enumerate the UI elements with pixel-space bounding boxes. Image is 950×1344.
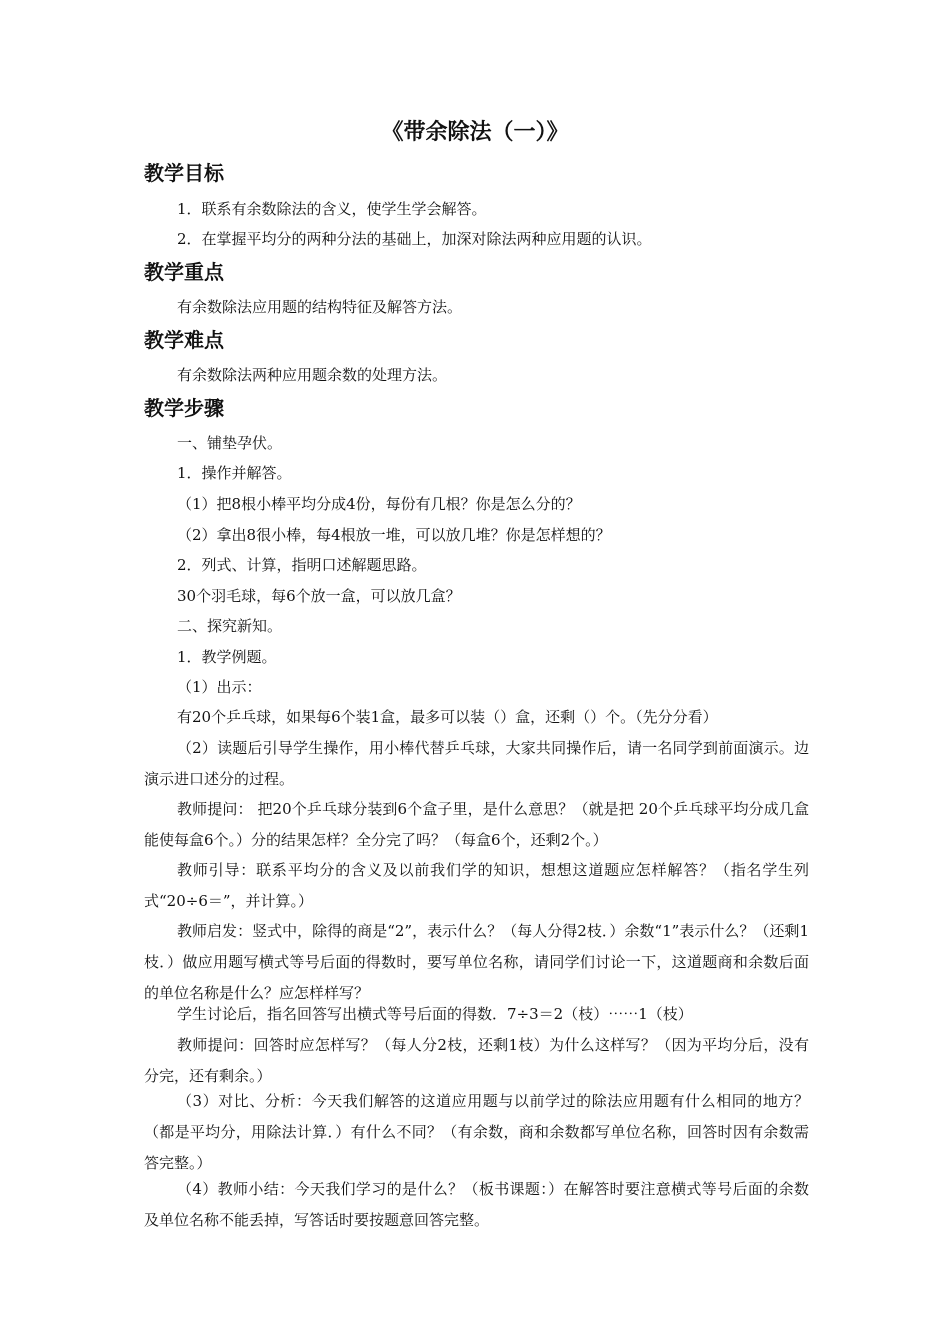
step-line: 1．操作并解答。 — [177, 464, 292, 482]
step-paragraph: （2）读题后引导学生操作，用小棒代替乒乓球，大家共同操作后，请一名同学到前面演示。边演示进口述分的过程。 — [144, 739, 809, 788]
step-paragraph: 教师引导：联系平均分的含义及以前我们学的知识，想想这道题应怎样解答？（指名学生列式“20÷6＝”，并计算。） — [144, 861, 809, 910]
document-title: 《带余除法（一）》 — [381, 119, 569, 145]
key-point-item: 有余数除法应用题的结构特征及解答方法。 — [177, 298, 463, 316]
step-paragraph: （4）教师小结：今天我们学习的是什么？（板书课题：）在解答时要注意横式等号后面的余数及单位名称不能丢掉，写答话时要按题意回答完整。 — [144, 1180, 809, 1229]
objective-item: 2．在掌握平均分的两种分法的基础上，加深对除法两种应用题的认识。 — [177, 230, 652, 248]
step-line: 二、探究新知。 — [177, 617, 283, 635]
step-paragraph: （3）对比、分析：今天我们解答的这道应用题与以前学过的除法应用题有什么相同的地方？（都是平均分，用除法计算．）有什么不同？（有余数，商和余数都写单位名称，回答时因有余数需答完整。） — [144, 1092, 809, 1172]
step-paragraph: 教师提问： 把20个乒乓球分装到6个盒子里，是什么意思？（就是把 20个乒乓球平均分成几盒能使每盒6个。）分的结果怎样？全分完了吗？（每盒6个，还剩2个。） — [144, 800, 809, 849]
heading-difficulties: 教学难点 — [144, 328, 224, 352]
step-line: 1．教学例题。 — [177, 648, 277, 666]
step-paragraph: 教师提问：回答时应怎样写？（每人分2枝，还剩1枝）为什么这样写？（因为平均分后，没有分完，还有剩余。） — [144, 1036, 809, 1085]
step-line: （1）把8根小棒平均分成4份，每份有几根？你是怎么分的？ — [177, 495, 581, 513]
difficulty-item: 有余数除法两种应用题余数的处理方法。 — [177, 366, 448, 384]
step-paragraph: 学生讨论后，指名回答写出横式等号后面的得数．7÷3＝2（枝）⋯⋯1（枝） — [177, 1005, 693, 1023]
heading-objectives: 教学目标 — [144, 161, 224, 185]
heading-key-points: 教学重点 — [144, 260, 224, 284]
step-line: （1）出示： — [177, 678, 262, 696]
step-line: 有20个乒乓球，如果每6个装1盒，最多可以装（）盒，还剩（）个。（先分分看） — [177, 708, 718, 726]
objective-item: 1．联系有余数除法的含义，使学生学会解答。 — [177, 200, 487, 218]
step-line: 30个羽毛球，每6个放一盒，可以放几盒？ — [177, 587, 461, 605]
step-line: 2．列式、计算，指明口述解题思路。 — [177, 556, 427, 574]
heading-steps: 教学步骤 — [144, 396, 224, 420]
step-paragraph: 教师启发：竖式中，除得的商是“2”，表示什么？（每人分得2枝．）余数“1”表示什么？（还剩1枝．）做应用题写横式等号后面的得数时，要写单位名称，请同学们讨论一下，这道题商和余数后面的单位名称是什么？应怎样样写？ — [144, 922, 809, 1002]
step-line: （2）拿出8很小棒，每4根放一堆，可以放几堆？你是怎样想的？ — [177, 526, 611, 544]
step-line: 一、铺垫孕伏。 — [177, 434, 283, 452]
